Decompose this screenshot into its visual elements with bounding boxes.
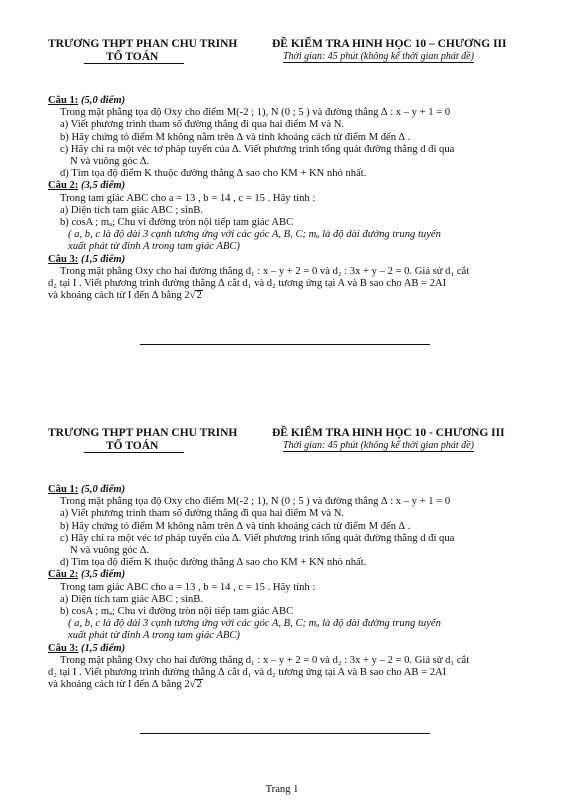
q1-part-c-cont: N và vuông góc ∆.: [70, 156, 150, 168]
end-rule: [140, 344, 430, 345]
radical-value: 2: [196, 290, 202, 302]
q3-line-1: Trong mặt phẳng Oxy cho hai đường thẳng d₁ : x – y + 2 = 0 và d₂ : 3x + y – 2 = 0. Giả sử d₁ cắt: [60, 265, 470, 277]
school-name: TRƯƠNG THPT PHAN CHU TRINH: [48, 38, 238, 50]
q1-part-d: d) Tìm tọa độ điểm K thuộc đường thẳng ∆ sao cho KM + KN nhỏ nhất.: [60, 168, 367, 180]
question-2-heading: Câu 2: (3,5 điểm): [48, 180, 126, 192]
question-3-heading: Câu 3: (1,5 điểm): [48, 642, 126, 654]
q2-note-1: ( a, b, c là độ dài 3 cạnh tương ứng với các góc A, B, C; mₐ là độ dài đường trung tuyến: [68, 229, 441, 241]
department-name: TỔ TOÁN: [84, 51, 184, 64]
exam-title: ĐỀ KIỂM TRA HINH HỌC 10 – CHƯƠNG III: [272, 38, 507, 50]
q2-note-2: xuất phát từ đỉnh A trong tam giác ABC): [68, 630, 240, 642]
q3-line-1: Trong mặt phẳng Oxy cho hai đường thẳng d₁ : x – y + 2 = 0 và d₂ : 3x + y – 2 = 0. Giả sử d₁ cắt: [60, 654, 470, 666]
exam-body: [48, 484, 548, 691]
department-name: TỔ TOÁN: [84, 440, 184, 453]
exam-body: [48, 95, 548, 302]
q1-part-c: c) Hãy chỉ ra một véc tơ pháp tuyến của ∆. Viết phương trình tổng quát đường thẳng d đi qua: [60, 143, 455, 155]
q2-part-a: a) Diện tích tam giác ABC ; sinB.: [60, 204, 203, 216]
question-1-heading: Câu 1: (5,0 điểm): [48, 484, 126, 495]
q1-part-d: d) Tìm tọa độ điểm K thuộc đường thẳng ∆ sao cho KM + KN nhỏ nhất.: [60, 557, 367, 569]
q3-line-2: d₂ tại I . Viết phương trình đường thẳng ∆ cắt d₁ và d₂ tương ứng tại A và B sao cho AB = 2AI: [48, 667, 447, 679]
question-3-heading: Câu 3: (1,5 điểm): [48, 253, 126, 265]
q1-intro: Trong mặt phẳng tọa độ Oxy cho điểm M(-2 ; 1), N (0 ; 5 ) và đường thẳng ∆ : x – y + 1 = 0: [60, 496, 451, 508]
question-2-heading: Câu 2: (3,5 điểm): [48, 569, 126, 581]
q3-line-2: d₂ tại I . Viết phương trình đường thẳng ∆ cắt d₁ và d₂ tương ứng tại A và B sao cho AB = 2AI: [48, 278, 447, 290]
q1-part-a: a) Viết phương trình tham số đường thẳng đi qua hai điểm M và N.: [60, 119, 345, 131]
exam-copy-1: [0, 38, 564, 358]
q2-note-2: xuất phát từ đỉnh A trong tam giác ABC): [68, 241, 240, 253]
q2-part-b: b) cosA ; mₐ; Chu vi đường tròn nội tiếp tam giác ABC: [60, 606, 294, 618]
q1-part-c: c) Hãy chỉ ra một véc tơ pháp tuyến của ∆. Viết phương trình tổng quát đường thẳng d đi qua: [60, 532, 455, 544]
q1-part-a: a) Viết phương trình tham số đường thẳng đi qua hai điểm M và N.: [60, 508, 345, 520]
q2-part-b: b) cosA ; mₐ; Chu vi đường tròn nội tiếp tam giác ABC: [60, 217, 294, 229]
q1-part-b: b) Hãy chứng tỏ điểm M không nằm trên ∆ và tính khoảng cách từ điểm M đến ∆ .: [60, 520, 411, 532]
exam-time: Thời gian: 45 phút (không kể thời gian phát đề): [283, 440, 474, 451]
q1-part-b: b) Hãy chứng tỏ điểm M không nằm trên ∆ và tính khoảng cách từ điểm M đến ∆ .: [60, 131, 411, 143]
q3-line-3: và khoảng cách từ I đến ∆ bằng 2√2: [48, 290, 202, 302]
q2-intro: Trong tam giác ABC cho a = 13 , b = 14 , c = 15 . Hãy tính :: [60, 581, 316, 593]
q2-part-a: a) Diện tích tam giác ABC ; sinB.: [60, 593, 203, 605]
q3-line-3: và khoảng cách từ I đến ∆ bằng 2√2: [48, 679, 202, 691]
q2-note-1: ( a, b, c là độ dài 3 cạnh tương ứng với các góc A, B, C; mₐ là độ dài đường trung tuyến: [68, 618, 441, 630]
exam-copy-2: [0, 427, 564, 747]
page-number: Trang 1: [265, 784, 299, 795]
q2-intro: Trong tam giác ABC cho a = 13 , b = 14 , c = 15 . Hãy tính :: [60, 192, 316, 204]
exam-title: ĐỀ KIỂM TRA HINH HỌC 10 - CHƯƠNG III: [272, 427, 505, 439]
question-1-heading: Câu 1: (5,0 điểm): [48, 95, 126, 106]
exam-time: Thời gian: 45 phút (không kể thời gian phát đề): [283, 51, 474, 62]
q1-intro: Trong mặt phẳng tọa độ Oxy cho điểm M(-2 ; 1), N (0 ; 5 ) và đường thẳng ∆ : x – y + 1 = 0: [60, 107, 451, 119]
q1-part-c-cont: N và vuông góc ∆.: [70, 545, 150, 557]
school-name: TRƯƠNG THPT PHAN CHU TRINH: [48, 427, 238, 439]
radical-value: 2: [196, 679, 202, 691]
end-rule: [140, 733, 430, 734]
